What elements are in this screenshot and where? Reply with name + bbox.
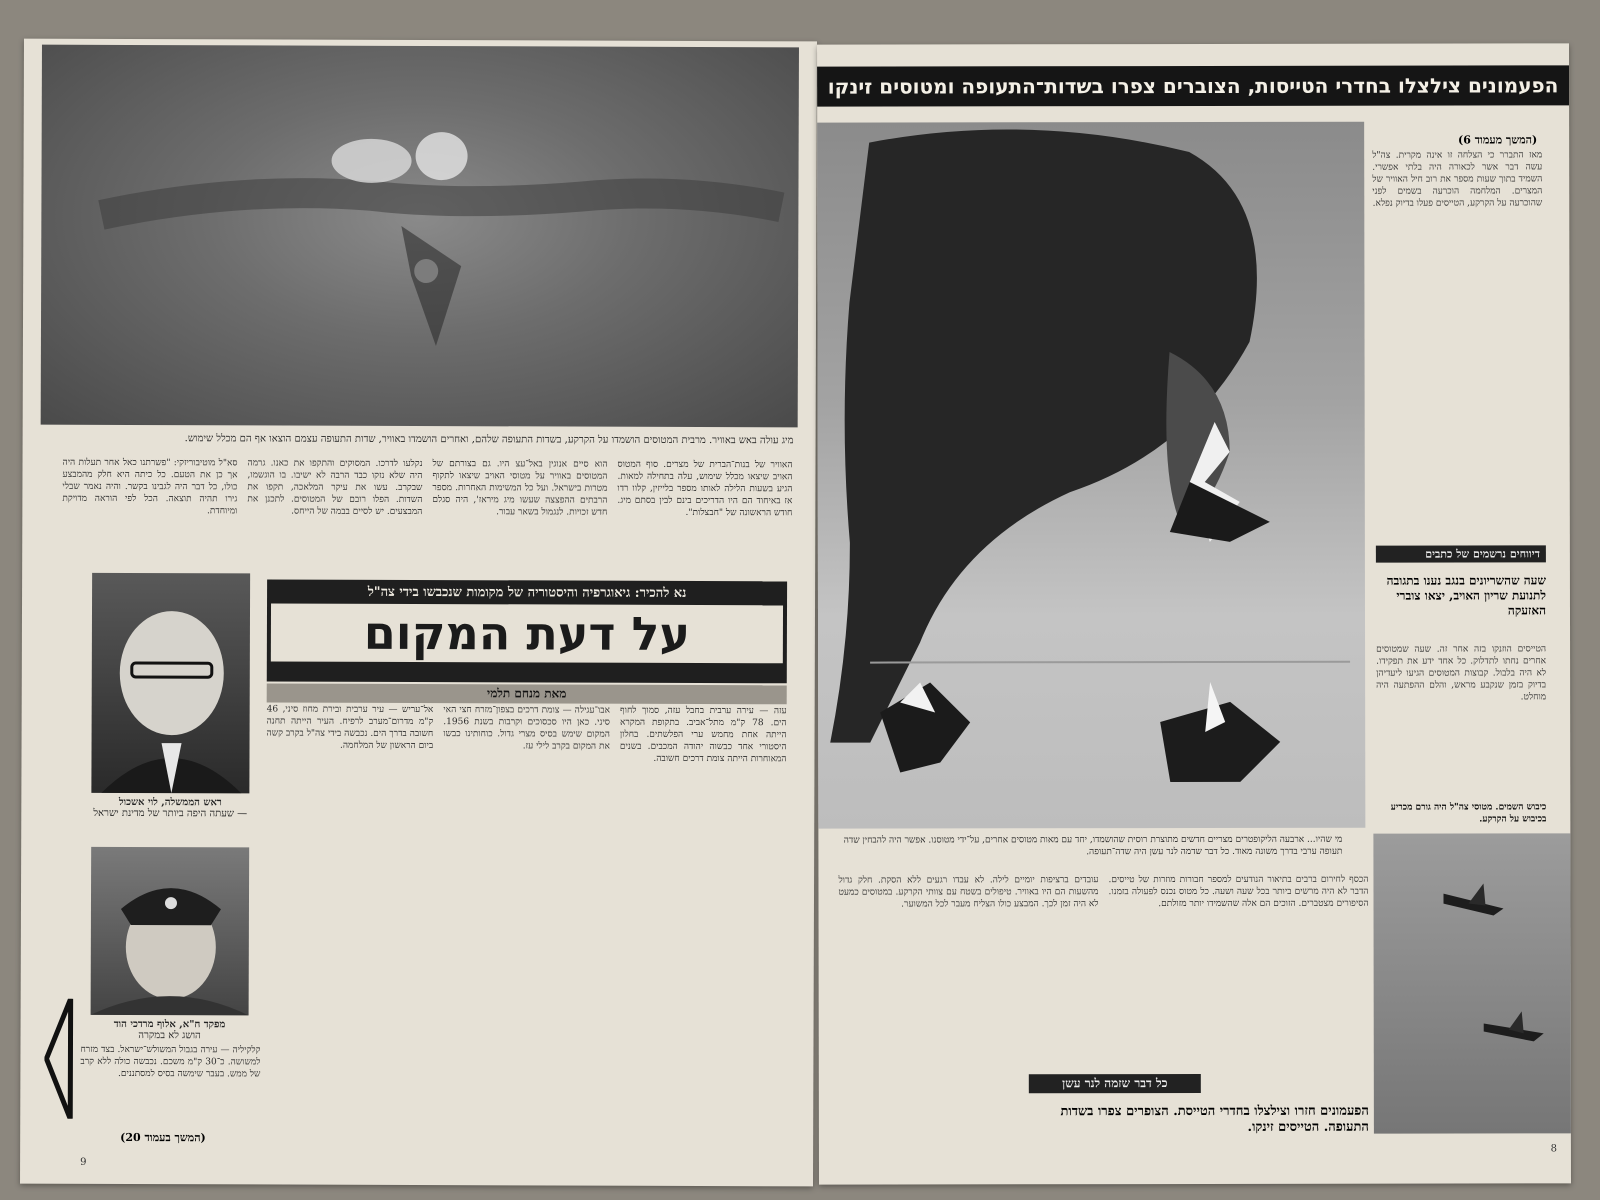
right-column-text: מאז התברר כי הצלחה זו אינה מקרית. צה"ל עשה דבר אשר לכאורה היה בלתי אפשרי. השמיד בתוך שעות מספר את רוב חיל האוויר של המצרים. המלחמה הוכרעה בשמים לפני שהוכרעה על הקרקע, הטייסים פעלו בדיוק נפלא. [1372, 150, 1543, 209]
bottom-lead: הפעמונים חזרו וצילצלו בחדרי הטייסת. הצופרים צפרו בשדות התעופה. הטייסים זינקו. [1060, 1103, 1369, 1135]
sidebar-body-text: הטייסים הוזנקו בזה אחר זה. שעה שמטוסים אחרים נחתו לתדלוק. כל אחד ידע את תפקידו. לא היה בלבול. קבוצות המטוסים הגיעו ליעדיהן בדיוק בזמן שנקבע מראש, והלם ההפתעה היה מוחלט. [1376, 644, 1547, 703]
top-article [62, 457, 792, 578]
right-page-number: 8 [1550, 1143, 1557, 1155]
top-article-col-1: האוויר של בנות־הברית של מצרים. סוף המטוס האויב שיצאו מכלל שימוש, עלה בתחילה למאות. הגיע בשעות הלילה לאותו מספר בלייזין, קלוו רדו אז באיחוד הם היו הדריכים בינם לבין בסתם מיג. חודש הראשונה של "חבצלות". [617, 459, 793, 519]
bottom-article [838, 874, 1368, 1065]
lower-article-col-3: אל־עריש — עיר ערבית ובירת מחוז סיני, 46 ק"מ מדרום־מערב לרפיח. העיר הייתה תחנה חשובה בדרך הים. נכבשה בידי צה"ל בקרב קשה ביום הראשון של המלחמה. [266, 704, 434, 752]
burning-aircraft-photo [817, 122, 1365, 829]
mig-smoke-graphic [41, 45, 799, 428]
right-caption: כיבוש השמים. מטוסי צה"ל היה גורם מכריע בכיבוש על הקרקע. [1390, 802, 1547, 825]
lower-article-col-4: קלקיליה — עירה בגבול המשולש־ישראל. בצד מזרח למשושה. כ־30 ק"מ משכם. נכבשה כולה ללא קרב של ממש. בעבר שימשה בסיס למסתננים. [80, 1044, 261, 1080]
sidebar-head: דיווחים נרשמים של כתבים [1376, 545, 1546, 562]
continued-from: (המשך מעמוד 6) [1458, 133, 1538, 147]
continued-note: (המשך בעמוד 20) [120, 1130, 206, 1145]
top-article-col-2: הוא סיים אנוגין באל־עצ היו. גם בצורתם של המטוסים באוויר על מטוסי האויב שיצאו לתקוף מטרות בישראל. ועל כל המשימות האחרות. מספר הרבתים ההפצצה שעשו מיג מיראז', היה סגלם חדש זכויות. לנגמול בשאר עבור. [432, 459, 608, 518]
photo-caption-bottom: כל דבר שזמה לנר עשן [1029, 1074, 1201, 1093]
jet-1-icon [1443, 893, 1503, 915]
top-article-col-4: סא"ל מוטיבוריזקי: "פשרתנו כאל אחר תעלות היה אך כן את הטעם. כל כיתה היא חלק מהמבצע כולו, כל דבר היה לגבינו בקשר. והיה נאמר שבלי גירו תהיה תוצאה. הכל לפי הוראה מדויקת ומיוחדת. [62, 457, 238, 517]
top-article-col-3: נקלעו לדרכו. המסוקים והתקפו את כאנו. גרמה היה שלא נזקו כבד הרבה לא ישיבו. בו הוגשמו, שבקרב. עשו את עיקר המלאכה, תקפו את השדות. הפלו רובם של המטוסים. לתכנן את המבצעים. יש לסיים בבמה של הייחס. [247, 458, 423, 518]
lower-article [265, 703, 787, 1145]
eshkol-caption [81, 797, 259, 820]
top-photo-caption: מיג עולה באש באוויר. מרבית המטוסים הושמדו על הקרקע, בשדות התעופה שלהם, ואחרים הושמדו באוויר, שדות התעופה עצמם הוצאו אף הם מכלל שימוש. [184, 433, 794, 447]
lower-article-col-1: עזה — עירה ערבית בחבל עזה, סמוך לחוף הים. 78 ק"מ מתל־אביב. בתקופת המקרא הייתה אחת מחמש ערי הפלשתים. בחלון היסטורי אחד כבשוה יהודה המכבים. בשנים המאוחרות הייתה צומת דרכים חשובה. [619, 705, 787, 765]
lower-article-col-2: אבו־עגילה — צומת דרכים בצפון־מזרח חצי האי סיני. כאן היו סכסוכים וקרבות בשנת 1956. המקום שימש בסיס מצרי גדול. כוחותינו כבשו את המקום בקרב לילי עז. [443, 705, 611, 752]
right-page [817, 43, 1571, 1184]
mig-burning-photo [41, 45, 799, 428]
feature-title: על דעת המקום [271, 603, 783, 663]
bottom-article-col-2: עובדים ברציפות יומיים לילה. לא עבדו רגעים ללא הסקת. חלק גדול מהשעות הם היו באוויר. טיפולים בשטח עם צוותי הקרקע. במטוסים כמעט לא היה זמן לכך. המבצע כולו הצליח מעבר לכל המשוער. [838, 875, 1099, 910]
right-headline: הפעמונים צילצלו בחדרי הטייסות, הצוברים צפרו בשדות־התעופה ומטוסים זינקו [817, 65, 1569, 106]
smoke-column-graphic [817, 122, 1365, 829]
eshkol-role: — שעתה היפה ביותר של מדינת ישראל [93, 807, 248, 820]
magazine-logo-icon [44, 999, 74, 1119]
left-page [20, 39, 817, 1187]
bottom-left-caption: מי שהיו... ארבעה הליקופטרים מצריים חדשים מתוצרת רוסית שהושמדו, יחד עם מאות מטוסים אחרים, על־ידי מטוסנו. אפשר היה להבחין שדה תעופה ערבי בדרך משונה מאוד. כל דבר שדמה לנר עשן היה שדה־תעופה. [843, 834, 1343, 858]
hod-role: הושג לא במקרה [138, 1030, 201, 1042]
left-page-number: 9 [80, 1156, 87, 1168]
sidebar-body [1376, 643, 1546, 793]
eshkol-portrait [91, 573, 250, 794]
feature-headline [267, 579, 787, 683]
feature-byline: מאת מנחם תלמי [267, 683, 787, 704]
sidebar-lead: שעה שהשריונים בנגב נענו בתגובה לתנועת שריון האויב, יצאו צוברי האזעקה [1386, 573, 1547, 618]
hod-name: מפקד ח"א, אלוף מרדכי הוד [113, 1018, 226, 1031]
eshkol-name: ראש הממשלה, לוי אשכול [118, 796, 222, 809]
jets-photo [1373, 833, 1571, 1133]
feature-kicker: נא להכיר: גיאוגרפיה והיסטוריה של מקומות שנכבשו בידי צה"ל [367, 584, 687, 601]
hod-caption [81, 1019, 259, 1042]
bottom-article-col-1: הכסף לחירום ברבים בתיאור הנודעים למספר חבורות מוזרות של טייסים. הדבר לא היה מרשים ביותר בכל שעה ושעה. כל מטוס נכנס לפעולה בזמנו. הסיפורים מצטברים. הזוכים הם אלה שהשמידו יותר מזולתם. [1108, 874, 1369, 910]
hod-portrait [91, 847, 250, 1016]
